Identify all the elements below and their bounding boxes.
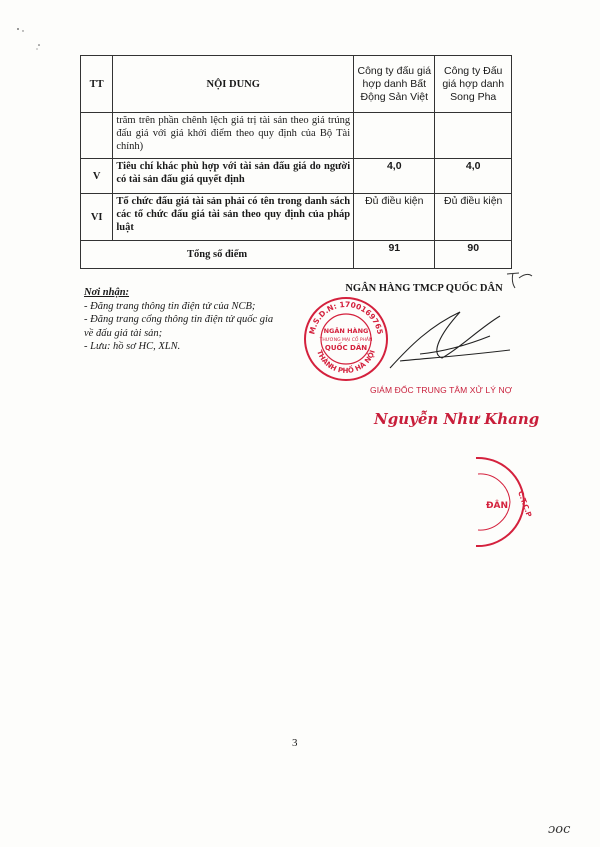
row-score-b: 4,0 <box>435 159 512 194</box>
row-tt: VI <box>81 194 113 241</box>
table-row <box>81 113 512 159</box>
row-content: Tiêu chí khác phù hợp với tài sản đấu giá do người có tài sản đấu giá quyết định <box>113 159 354 194</box>
table-row <box>81 194 512 241</box>
seal-tax-code: M.S.D.N: 1700169765 <box>307 299 385 336</box>
handwritten-signature <box>370 306 520 381</box>
row-content: Tổ chức đấu giá tài sản phải có tên trong danh sách các tổ chức đấu giá tài sản theo quy định của pháp luật <box>113 194 354 241</box>
recipients-block <box>84 286 274 354</box>
partial-seal <box>470 452 533 552</box>
signer-position: GIÁM ĐỐC TRUNG TÂM XỬ LÝ NỢ <box>370 385 513 395</box>
header-company-a: Công ty đấu giá hợp danh Bất Động Sản Việt <box>354 56 435 113</box>
page-number: 3 <box>292 737 298 749</box>
table-total-row <box>81 241 512 269</box>
initial-flourish <box>505 270 535 292</box>
partial-seal-suffix: C.T.C.P <box>516 489 533 519</box>
recipients-title: Nơi nhận: <box>84 287 130 298</box>
table-header-row <box>81 56 512 113</box>
seal-city: THÀNH PHỐ HÀ NỘI <box>315 349 377 376</box>
recipient-item: - Đăng trang cổng thông tin điện tử quốc gia về đấu giá tài sản; <box>84 314 274 339</box>
recipient-item: - Đăng trang thông tin điện tử của NCB; <box>84 300 256 312</box>
header-tt: TT <box>81 56 113 113</box>
table-row <box>81 159 512 194</box>
score-table <box>80 55 512 269</box>
seal-text-mid: THƯƠNG MẠI CỔ PHẦN <box>319 338 373 343</box>
header-company-b: Công ty Đấu giá hợp danh Song Pha <box>435 56 512 113</box>
seal-text-top: NGÂN HÀNG <box>323 327 369 335</box>
row-score-a <box>354 113 435 159</box>
bank-name: NGÂN HÀNG TMCP QUỐC DÂN <box>345 283 503 294</box>
row-score-a: Đủ điều kiện <box>354 194 435 241</box>
scan-specks <box>15 25 45 55</box>
row-score-b: Đủ điều kiện <box>435 194 512 241</box>
corner-handwritten-mark: ɔoc <box>548 822 571 837</box>
svg-text:ĐÂN: ĐÂN <box>486 501 509 511</box>
total-score-a: 91 <box>354 241 435 269</box>
row-tt: V <box>81 159 113 194</box>
total-label: Tổng số điểm <box>81 241 354 269</box>
row-score-a: 4,0 <box>354 159 435 194</box>
seal-text-bottom: QUỐC DÂN <box>324 344 368 352</box>
signer-name: Nguyễn Như Khang <box>374 410 540 428</box>
header-content: NỘI DUNG <box>113 56 354 113</box>
row-score-b <box>435 113 512 159</box>
row-tt <box>81 113 113 159</box>
recipient-item: - Lưu: hồ sơ HC, XLN. <box>84 341 181 352</box>
total-score-b: 90 <box>435 241 512 269</box>
svg-text:THÀNH PHỐ HÀ NỘI <box>315 349 377 375</box>
row-content: trăm trên phần chênh lệch giá trị tài sản theo giá trúng đấu giá với giá khởi điểm theo quy định của Bộ Tài chính) <box>113 113 354 159</box>
